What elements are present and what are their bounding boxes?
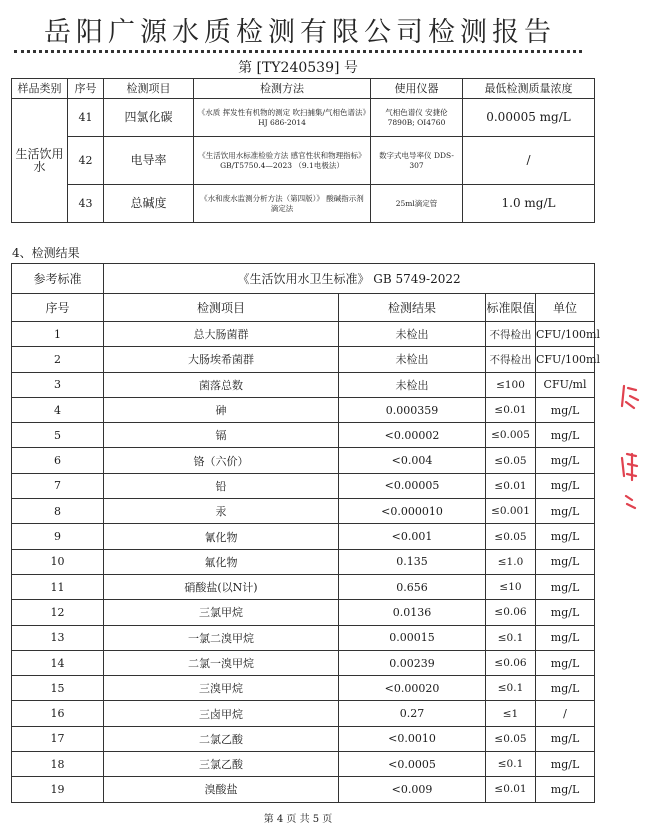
row-item: 三氯甲烷 (104, 600, 339, 625)
row-item: 三溴甲烷 (104, 676, 339, 701)
row-method: 《生活饮用水标准检验方法 感官性状和物理指标》GB/T5750.4—2023 （9.1电极法） (194, 137, 371, 185)
row-unit: mg/L (536, 524, 595, 549)
row-unit: mg/L (536, 549, 595, 574)
row-result: 0.00239 (339, 650, 486, 675)
row-unit: mg/L (536, 397, 595, 422)
row-no: 18 (12, 752, 104, 777)
row-result: 未检出 (339, 372, 486, 397)
page-footer: 第 4 页 共 5 页 (263, 814, 333, 825)
row-limit: ≤0.01 (486, 397, 536, 422)
row-limit: ≤0.05 (486, 726, 536, 751)
row-item: 四氯化碳 (104, 99, 194, 137)
row-result: <0.00020 (339, 676, 486, 701)
ref-label: 参考标准 (12, 264, 104, 294)
row-limit: ≤0.01 (486, 473, 536, 498)
header-cell: 样品类别 (12, 79, 68, 99)
row-limit: 不得检出 (486, 347, 536, 372)
sample-category: 生活饮用水 (12, 99, 68, 223)
row-no: 3 (12, 372, 104, 397)
row-mdl: 0.00005 mg/L (463, 99, 595, 137)
row-instrument: 数字式电导率仪 DDS-307 (371, 137, 463, 185)
row-mdl: 1.0 mg/L (463, 185, 595, 223)
table-row (12, 600, 595, 625)
row-unit: mg/L (536, 423, 595, 448)
row-unit: mg/L (536, 574, 595, 599)
results-table (11, 263, 600, 803)
table-row (12, 372, 595, 397)
row-no: 16 (12, 701, 104, 726)
row-item: 砷 (104, 397, 339, 422)
row-no: 5 (12, 423, 104, 448)
row-result: <0.004 (339, 448, 486, 473)
row-no: 41 (68, 99, 104, 137)
row-unit: mg/L (536, 650, 595, 675)
row-method: 《水和废水监测分析方法（第四版）》 酸碱指示剂滴定法 (194, 185, 371, 223)
method-table (11, 78, 595, 223)
ref-value: 《生活饮用水卫生标准》 GB 5749-2022 (104, 264, 595, 294)
row-no: 8 (12, 499, 104, 524)
row-result: 0.000359 (339, 397, 486, 422)
row-no: 2 (12, 347, 104, 372)
table-row (12, 701, 595, 726)
row-item: 一氯二溴甲烷 (104, 625, 339, 650)
row-limit: ≤0.05 (486, 448, 536, 473)
report-title: 岳阳广源水质检测有限公司检测报告 (44, 17, 556, 48)
table-row (12, 347, 595, 372)
row-result: 0.00015 (339, 625, 486, 650)
row-item: 氰化物 (104, 524, 339, 549)
method-table-header (12, 79, 595, 99)
row-limit: ≤1.0 (486, 549, 536, 574)
row-no: 6 (12, 448, 104, 473)
section-title: 4、检测结果 (12, 246, 80, 260)
row-result: <0.009 (339, 777, 486, 802)
row-limit: ≤0.01 (486, 777, 536, 802)
row-item: 溴酸盐 (104, 777, 339, 802)
row-no: 10 (12, 549, 104, 574)
row-limit: ≤0.1 (486, 625, 536, 650)
results-table-header (12, 294, 595, 322)
row-result: 0.0136 (339, 600, 486, 625)
row-unit: CFU/ml (536, 372, 595, 397)
row-unit: CFU/100ml (536, 347, 595, 372)
row-limit: ≤0.05 (486, 524, 536, 549)
row-item: 铅 (104, 473, 339, 498)
title-divider (14, 50, 582, 53)
table-row (12, 777, 595, 802)
row-item: 二氯一溴甲烷 (104, 650, 339, 675)
row-no: 19 (12, 777, 104, 802)
header-cell: 单位 (536, 294, 595, 322)
table-row (12, 322, 595, 347)
table-row (12, 726, 595, 751)
row-item: 总碱度 (104, 185, 194, 223)
row-item: 三卤甲烷 (104, 701, 339, 726)
row-item: 二氯乙酸 (104, 726, 339, 751)
row-unit: mg/L (536, 625, 595, 650)
table-row (12, 752, 595, 777)
row-no: 4 (12, 397, 104, 422)
row-no: 7 (12, 473, 104, 498)
row-limit: ≤0.005 (486, 423, 536, 448)
row-item: 电导率 (104, 137, 194, 185)
row-item: 菌落总数 (104, 372, 339, 397)
table-row (12, 423, 595, 448)
row-no: 17 (12, 726, 104, 751)
row-result: 0.656 (339, 574, 486, 599)
table-row (12, 473, 595, 498)
row-unit: mg/L (536, 499, 595, 524)
row-item: 硝酸盐(以N计) (104, 574, 339, 599)
row-result: <0.00002 (339, 423, 486, 448)
row-unit: CFU/100ml (536, 322, 595, 347)
row-method: 《水质 挥发性有机物的测定 吹扫捕集/气相色谱法》HJ 686-2014 (194, 99, 371, 137)
table-row (12, 448, 595, 473)
row-item: 铬（六价） (104, 448, 339, 473)
table-row (12, 625, 595, 650)
row-limit: ≤10 (486, 574, 536, 599)
row-item: 镉 (104, 423, 339, 448)
row-limit: 不得检出 (486, 322, 536, 347)
report-number: 第 [TY240539] 号 (238, 60, 358, 76)
red-seal-stamp (612, 380, 645, 520)
reference-standard-row (12, 264, 595, 294)
row-mdl: / (463, 137, 595, 185)
table-row (12, 185, 595, 223)
table-row (12, 676, 595, 701)
row-instrument: 气相色谱仪 安捷伦7890B; OI4760 (371, 99, 463, 137)
row-no: 12 (12, 600, 104, 625)
row-no: 15 (12, 676, 104, 701)
row-item: 大肠埃希菌群 (104, 347, 339, 372)
header-cell: 检测项目 (104, 294, 339, 322)
row-no: 11 (12, 574, 104, 599)
row-result: <0.00005 (339, 473, 486, 498)
row-item: 汞 (104, 499, 339, 524)
row-instrument: 25ml滴定管 (371, 185, 463, 223)
header-cell: 最低检测质量浓度 (463, 79, 595, 99)
row-limit: ≤0.1 (486, 676, 536, 701)
row-no: 13 (12, 625, 104, 650)
header-cell: 标准限值 (486, 294, 536, 322)
row-unit: mg/L (536, 676, 595, 701)
row-unit: mg/L (536, 448, 595, 473)
header-cell: 检测方法 (194, 79, 371, 99)
table-row (12, 99, 595, 137)
row-result: 0.27 (339, 701, 486, 726)
table-row (12, 574, 595, 599)
row-item: 三氯乙酸 (104, 752, 339, 777)
row-result: 0.135 (339, 549, 486, 574)
row-result: <0.0005 (339, 752, 486, 777)
header-cell: 使用仪器 (371, 79, 463, 99)
row-limit: ≤0.06 (486, 650, 536, 675)
row-limit: ≤0.06 (486, 600, 536, 625)
header-cell: 检测项目 (104, 79, 194, 99)
header-cell: 序号 (12, 294, 104, 322)
row-result: <0.0010 (339, 726, 486, 751)
row-unit: / (536, 701, 595, 726)
row-unit: mg/L (536, 726, 595, 751)
row-limit: ≤0.001 (486, 499, 536, 524)
row-item: 总大肠菌群 (104, 322, 339, 347)
row-no: 1 (12, 322, 104, 347)
table-row (12, 397, 595, 422)
table-row (12, 137, 595, 185)
row-limit: ≤0.1 (486, 752, 536, 777)
row-no: 9 (12, 524, 104, 549)
header-cell: 序号 (68, 79, 104, 99)
row-unit: mg/L (536, 473, 595, 498)
header-cell: 检测结果 (339, 294, 486, 322)
row-limit: ≤100 (486, 372, 536, 397)
row-unit: mg/L (536, 777, 595, 802)
table-row (12, 549, 595, 574)
table-row (12, 524, 595, 549)
row-no: 14 (12, 650, 104, 675)
row-result: <0.000010 (339, 499, 486, 524)
table-row (12, 650, 595, 675)
row-unit: mg/L (536, 600, 595, 625)
row-no: 42 (68, 137, 104, 185)
row-result: 未检出 (339, 322, 486, 347)
row-no: 43 (68, 185, 104, 223)
row-result: <0.001 (339, 524, 486, 549)
table-row (12, 499, 595, 524)
row-unit: mg/L (536, 752, 595, 777)
row-result: 未检出 (339, 347, 486, 372)
row-limit: ≤1 (486, 701, 536, 726)
row-item: 氟化物 (104, 549, 339, 574)
